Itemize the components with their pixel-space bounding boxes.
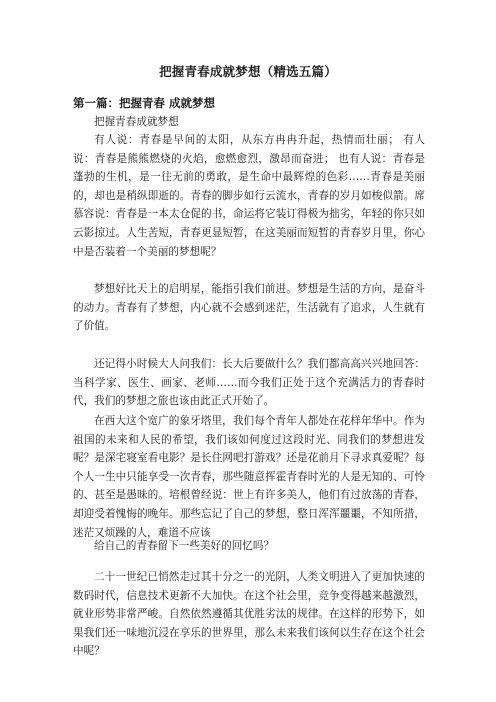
paragraph-2: [73, 280, 425, 336]
paragraph-text: 还记得小时候大人问我们：长大后要做什么？我们都高高兴兴地回答：当科学家、医生、画家、老师……而今我们正处于这个充满活力的青春时代，我们的梦想之旅也该由此正式开始了。: [73, 358, 425, 408]
paragraph-text: 有人说：青春是早间的太阳，从东方冉冉升起，热情而壮丽； 有人说：青春是熊熊燃烧的火焰，愈燃愈烈，激昂而奋进； 也有人说：青春是蓬勃的生机，是一往无前的勇敢，是生命中最辉煌的色彩……青春是美丽的，却也是稍纵即逝的。青春的脚步如行云流水，青春的岁月如梭似箭。席慕容说：青春是一本太仓促的书，命运将它装订得极为拙劣，年轻的你只如云影掠过。人生苦短，青春更显短暂，在这美丽而短暂的青春岁月里，你心中是否装着一个美丽的梦想呢？: [73, 134, 425, 258]
section-subheading: 把握青春成就梦想: [94, 116, 179, 128]
paragraph-6: [73, 568, 425, 661]
paragraph-text: 在西大这个宽广的象牙塔里，我们每个青年人都处在花样年华中。作为祖国的未来和人民的希望，我们该如何度过这段时光、同我们的梦想进发呢？是深宅寝室看电影？是长住网吧打游戏？还是花前月下寻求真爱呢？每个人一生中只能享受一次青春，那些随意挥霍青春时光的人是无知的、可怜的、甚至是愚昧的。培根曾经说：世上有许多美人，他们有过放荡的青春，却迎受着愧悔的晚年。那些忘记了自己的梦想，整日浑浑噩噩，不知所措，迷茫又烦躁的人，难道不应该: [73, 415, 425, 539]
paragraph-4: [73, 412, 425, 542]
paragraph-text: 梦想好比天上的启明星，能指引我们前进。梦想是生活的方向，是奋斗的动力。青春有了梦想，内心就不会感到迷茫，生活就有了追求，人生就有了价值。: [73, 283, 425, 333]
paragraph-5: [73, 537, 425, 556]
paragraph-1: [73, 131, 425, 261]
paragraph-text: 给自己的青春留下一些美好的回忆吗？: [94, 540, 275, 552]
document-title: 把握青春成就梦想（精选五篇）: [159, 64, 337, 79]
paragraph-3: [73, 355, 425, 411]
section-heading: 第一篇：把握青春 成就梦想: [73, 96, 216, 110]
paragraph-text: 二十一世纪已悄然走过其十分之一的光阴，人类文明进入了更加快速的数码时代，信息技术更新不大加快。在这个社会里，竞争变得越来越激烈，就业形势非常严峻。自然依然遵循其优胜劣汰的规律。在这样的形势下，如果我们还一味地沉浸在享乐的世界里，那么未来我们该何以生存在这个社会中呢？: [73, 571, 425, 658]
